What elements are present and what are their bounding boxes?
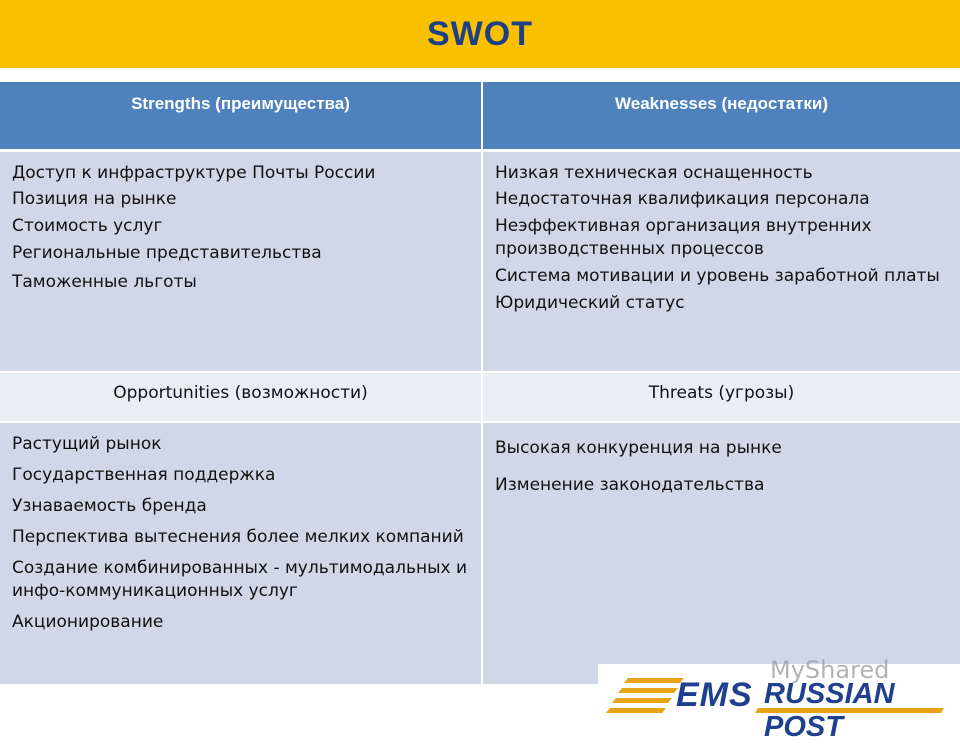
strengths-header: Strengths (преимущества)	[0, 82, 482, 150]
weakness-item: Недостаточная квалификация персонала	[495, 189, 870, 210]
weakness-item: Система мотивации и уровень заработной платы	[495, 266, 940, 287]
threats-header: Threats (угрозы)	[482, 372, 960, 422]
weaknesses-header: Weaknesses (недостатки)	[482, 82, 960, 150]
opportunity-item: Государственная поддержка	[12, 464, 276, 485]
opportunity-item: Создание комбинированных - мультимодальных и инфо-коммуникационных услуг	[12, 557, 468, 601]
opportunity-item: Узнаваемость бренда	[12, 495, 207, 516]
opportunities-cell	[0, 422, 482, 684]
subheader-row	[0, 372, 960, 422]
page-title: SWOT	[427, 14, 533, 53]
strength-item: Доступ к инфраструктуре Почты России	[12, 162, 376, 183]
opportunities-threats-row	[0, 422, 960, 684]
weakness-item: Юридический статус	[495, 293, 685, 314]
weakness-item: Низкая техническая оснащенность	[495, 162, 813, 183]
weakness-item: Неэффективная организация внутренних производственных процессов	[495, 216, 872, 260]
strength-item: Таможенные льготы	[12, 272, 197, 293]
swot-table	[0, 82, 960, 684]
title-bar	[0, 0, 960, 68]
threat-item: Изменение законодательства	[495, 474, 765, 495]
opportunities-header: Opportunities (возможности)	[0, 372, 482, 422]
opportunity-item: Растущий рынок	[12, 434, 162, 454]
russian-post-logo: RUSSIAN POST	[764, 678, 895, 743]
header-row	[0, 82, 960, 150]
strengths-cell	[0, 150, 482, 372]
opportunity-item: Перспектива вытеснения более мелких компаний	[12, 526, 464, 547]
ems-logo: EMS	[676, 676, 753, 714]
weaknesses-cell	[482, 150, 960, 372]
opportunity-item: Акционирование	[12, 611, 164, 632]
watermark-text: MyShared	[770, 656, 890, 684]
threat-item: Высокая конкуренция на рынке	[495, 438, 782, 458]
strength-item: Стоимость услуг	[12, 216, 163, 237]
strengths-weaknesses-row	[0, 150, 960, 372]
strength-item: Позиция на рынке	[12, 189, 177, 210]
strength-item: Региональные представительства	[12, 243, 322, 264]
threats-cell	[482, 422, 960, 684]
